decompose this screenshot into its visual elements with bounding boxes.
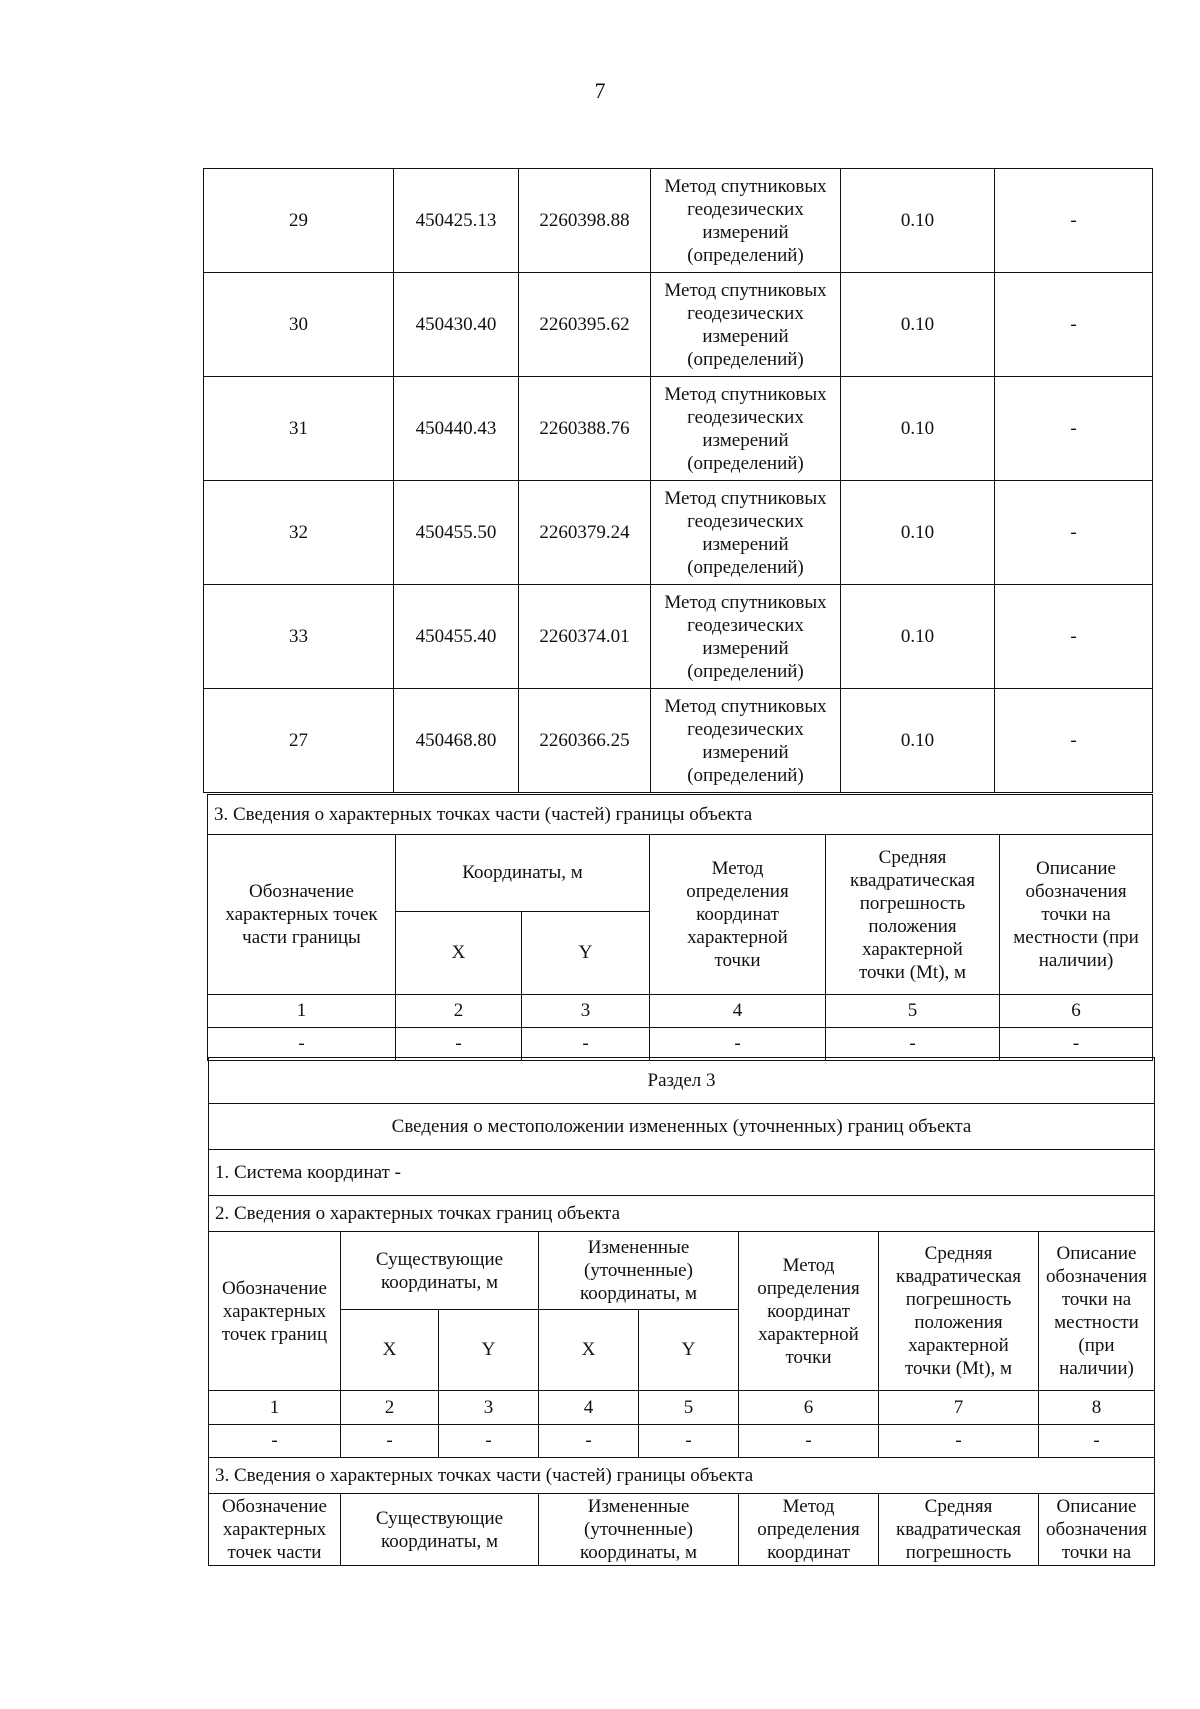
header-designation (209, 1494, 341, 1566)
column-number-cell: 5 (639, 1391, 739, 1425)
method-cell (651, 689, 841, 793)
empty-value-cell: - (341, 1425, 439, 1458)
text-line: погрешность (859, 892, 966, 914)
text-line: (уточненные) (584, 1519, 693, 1540)
column-number-cell: 6 (739, 1391, 879, 1425)
header-error (826, 835, 1000, 995)
empty-value-cell: - (396, 1028, 522, 1061)
text-line: местности (при (1013, 927, 1139, 948)
text-line: обозначения (1045, 1519, 1148, 1540)
section3-table (208, 1057, 1155, 1566)
text-line: характерной (862, 938, 963, 960)
column-number-cell: 4 (650, 995, 826, 1028)
mean-error-cell: 0.10 (841, 169, 995, 273)
header-error (879, 1232, 1039, 1391)
text-line: характерных точек (225, 904, 378, 925)
point-description-cell: - (995, 481, 1153, 585)
header-coordinates: Координаты, м (396, 835, 650, 912)
text-line: (определений) (687, 452, 804, 474)
header-description (1039, 1494, 1155, 1566)
mean-error-cell: 0.10 (841, 273, 995, 377)
method-cell (651, 481, 841, 585)
text-line: Существующие (375, 1507, 504, 1529)
coord-y-cell: 2260398.88 (519, 169, 651, 273)
text-line: квадратическая (850, 869, 975, 891)
text-line: местности (1054, 1312, 1139, 1333)
text-line: точек границ (221, 1323, 328, 1345)
text-line: обозначения (1025, 881, 1127, 902)
point-id-cell: 31 (204, 377, 394, 481)
text-line: точки (Mt), м (904, 1358, 1013, 1379)
column-number-cell: 2 (396, 995, 522, 1028)
column-number-cell: 8 (1039, 1391, 1155, 1425)
text-line: (уточненные) (584, 1260, 693, 1281)
column-number-cell: 7 (879, 1391, 1039, 1425)
coord-x-cell: 450468.80 (394, 689, 519, 793)
text-line: Средняя (924, 1496, 993, 1517)
text-line: координат (767, 1300, 850, 1322)
column-number-cell: 1 (209, 1391, 341, 1425)
text-line: точки (Mt), м (858, 961, 967, 983)
text-line: Средняя (878, 846, 947, 868)
empty-value-cell: - (439, 1425, 539, 1458)
text-line: погрешность (905, 1289, 1012, 1310)
text-line: Метод (782, 1254, 835, 1276)
header-changed-x: X (539, 1310, 639, 1391)
table-row (204, 377, 1153, 481)
text-line: определения (757, 1519, 860, 1540)
method-cell (651, 585, 841, 689)
column-number-cell: 6 (1000, 995, 1153, 1028)
empty-value-cell: - (208, 1028, 396, 1061)
boundary-points-table (203, 168, 1153, 793)
text-line: Метод спутниковых (664, 383, 827, 405)
header-y: Y (522, 912, 650, 995)
text-line: геодезических (687, 510, 804, 532)
coord-x-cell: 450425.13 (394, 169, 519, 273)
text-line: Метод спутниковых (664, 279, 827, 301)
text-line: Метод спутниковых (664, 175, 827, 197)
mean-error-cell: 0.10 (841, 481, 995, 585)
boundary-points-title: 2. Сведения о характерных точках границ объекта (209, 1196, 1155, 1232)
text-line: координаты, м (579, 1542, 698, 1563)
header-existing-coords (341, 1494, 539, 1566)
header-method (739, 1494, 879, 1566)
header-existing-coords (341, 1232, 539, 1310)
text-line: обозначения (1045, 1266, 1148, 1287)
text-line: координаты, м (380, 1271, 499, 1293)
mean-error-cell: 0.10 (841, 585, 995, 689)
column-numbers-row (208, 995, 1153, 1028)
empty-data-row (209, 1425, 1155, 1458)
header-x: X (396, 912, 522, 995)
empty-value-cell: - (826, 1028, 1000, 1061)
text-line: квадратическая (896, 1519, 1021, 1540)
text-line: наличии) (1059, 1358, 1134, 1379)
mean-error-cell: 0.10 (841, 377, 995, 481)
text-line: измерений (702, 325, 789, 347)
point-id-cell: 27 (204, 689, 394, 793)
text-line: наличии) (1038, 950, 1114, 971)
text-line: координат (767, 1542, 850, 1563)
text-line: определения (757, 1277, 860, 1299)
text-line: измерений (702, 741, 789, 763)
point-id-cell: 30 (204, 273, 394, 377)
point-id-cell: 32 (204, 481, 394, 585)
page-number: 7 (594, 78, 606, 103)
point-description-cell: - (995, 377, 1153, 481)
point-description-cell: - (995, 169, 1153, 273)
text-line: характерной (758, 1323, 859, 1345)
text-line: Метод спутниковых (664, 695, 827, 717)
empty-value-cell: - (522, 1028, 650, 1061)
text-line: Метод спутниковых (664, 487, 827, 509)
text-line: Обозначение (249, 881, 354, 902)
method-cell (651, 169, 841, 273)
text-line: части границы (242, 927, 361, 948)
coord-x-cell: 450455.50 (394, 481, 519, 585)
text-line: измерений (702, 429, 789, 451)
column-number-cell: 4 (539, 1391, 639, 1425)
text-line: Описание (1036, 858, 1116, 879)
text-line: геодезических (687, 614, 804, 636)
empty-value-cell: - (1039, 1425, 1155, 1458)
text-line: Существующие (375, 1248, 504, 1270)
text-line: характерных (222, 1300, 327, 1322)
text-line: геодезических (687, 406, 804, 428)
text-line: (определений) (687, 556, 804, 578)
text-line: точки на (1061, 1289, 1132, 1310)
coord-y-cell: 2260395.62 (519, 273, 651, 377)
header-existing-y: Y (439, 1310, 539, 1391)
text-line: характерной (687, 927, 788, 948)
column-number-cell: 5 (826, 995, 1000, 1028)
empty-value-cell: - (879, 1425, 1039, 1458)
header-method (650, 835, 826, 995)
coord-y-cell: 2260366.25 (519, 689, 651, 793)
text-line: Измененные (587, 1496, 690, 1517)
header-designation (208, 835, 396, 995)
text-line: координаты, м (579, 1283, 698, 1304)
column-number-cell: 3 (522, 995, 650, 1028)
text-line: измерений (702, 221, 789, 243)
text-line: точки (714, 950, 761, 971)
empty-value-cell: - (539, 1425, 639, 1458)
table-row (204, 481, 1153, 585)
empty-value-cell: - (209, 1425, 341, 1458)
table-row (204, 273, 1153, 377)
text-line: измерений (702, 637, 789, 659)
text-line: (определений) (687, 348, 804, 370)
text-line: Обозначение (222, 1496, 327, 1517)
text-line: Описание (1056, 1243, 1137, 1264)
table-row (204, 169, 1153, 273)
part-points-table (207, 794, 1153, 1061)
point-id-cell: 29 (204, 169, 394, 273)
header-description (1039, 1232, 1155, 1391)
text-line: Обозначение (222, 1277, 327, 1299)
text-line: (определений) (687, 244, 804, 266)
header-changed-y: Y (639, 1310, 739, 1391)
empty-value-cell: - (739, 1425, 879, 1458)
text-line: геодезических (687, 198, 804, 220)
text-line: Метод (782, 1496, 835, 1517)
table-row (204, 585, 1153, 689)
text-line: Метод спутниковых (664, 591, 827, 613)
coord-y-cell: 2260388.76 (519, 377, 651, 481)
coordinate-system: 1. Система координат - (209, 1150, 1155, 1196)
header-existing-x: X (341, 1310, 439, 1391)
text-line: определения (686, 881, 789, 902)
text-line: координат (696, 904, 779, 925)
header-error (879, 1494, 1039, 1566)
text-line: координаты, м (380, 1530, 499, 1552)
method-cell (651, 273, 841, 377)
table-row (204, 689, 1153, 793)
point-description-cell: - (995, 585, 1153, 689)
text-line: Метод (711, 858, 764, 879)
method-cell (651, 377, 841, 481)
empty-data-row (208, 1028, 1153, 1061)
empty-value-cell: - (639, 1425, 739, 1458)
point-description-cell: - (995, 689, 1153, 793)
point-description-cell: - (995, 273, 1153, 377)
text-line: (определений) (687, 660, 804, 682)
text-line: Описание (1056, 1496, 1137, 1517)
section-title: Сведения о местоположении измененных (уточненных) границ объекта (209, 1104, 1155, 1150)
point-id-cell: 33 (204, 585, 394, 689)
text-line: положения (914, 1312, 1003, 1333)
text-line: характерной (908, 1335, 1009, 1356)
empty-value-cell: - (1000, 1028, 1153, 1061)
empty-value-cell: - (650, 1028, 826, 1061)
text-line: Средняя (924, 1243, 993, 1264)
column-numbers-row (209, 1391, 1155, 1425)
header-changed-coords (539, 1232, 739, 1310)
coord-x-cell: 450455.40 (394, 585, 519, 689)
coord-y-cell: 2260374.01 (519, 585, 651, 689)
part-points-title: 3. Сведения о характерных точках части (частей) границы объекта (209, 1458, 1155, 1494)
coord-y-cell: 2260379.24 (519, 481, 651, 585)
text-line: характерных (222, 1519, 327, 1540)
text-line: точки на (1061, 1542, 1132, 1563)
text-line: (определений) (687, 764, 804, 786)
text-line: квадратическая (896, 1266, 1021, 1287)
column-number-cell: 3 (439, 1391, 539, 1425)
mean-error-cell: 0.10 (841, 689, 995, 793)
text-line: точки на (1041, 904, 1111, 925)
column-number-cell: 1 (208, 995, 396, 1028)
text-line: Измененные (587, 1237, 690, 1258)
text-line: положения (868, 915, 957, 937)
section-label: Раздел 3 (209, 1058, 1155, 1104)
column-number-cell: 2 (341, 1391, 439, 1425)
text-line: измерений (702, 533, 789, 555)
text-line: точки (785, 1346, 832, 1368)
header-changed-coords (539, 1494, 739, 1566)
text-line: (при (1078, 1335, 1115, 1356)
header-method (739, 1232, 879, 1391)
header-designation (209, 1232, 341, 1391)
text-line: погрешность (905, 1542, 1012, 1563)
part-points-title: 3. Сведения о характерных точках части (частей) границы объекта (208, 795, 1153, 835)
text-line: геодезических (687, 718, 804, 740)
header-description (1000, 835, 1153, 995)
coord-x-cell: 450430.40 (394, 273, 519, 377)
text-line: точек части (227, 1542, 322, 1563)
text-line: геодезических (687, 302, 804, 324)
coord-x-cell: 450440.43 (394, 377, 519, 481)
